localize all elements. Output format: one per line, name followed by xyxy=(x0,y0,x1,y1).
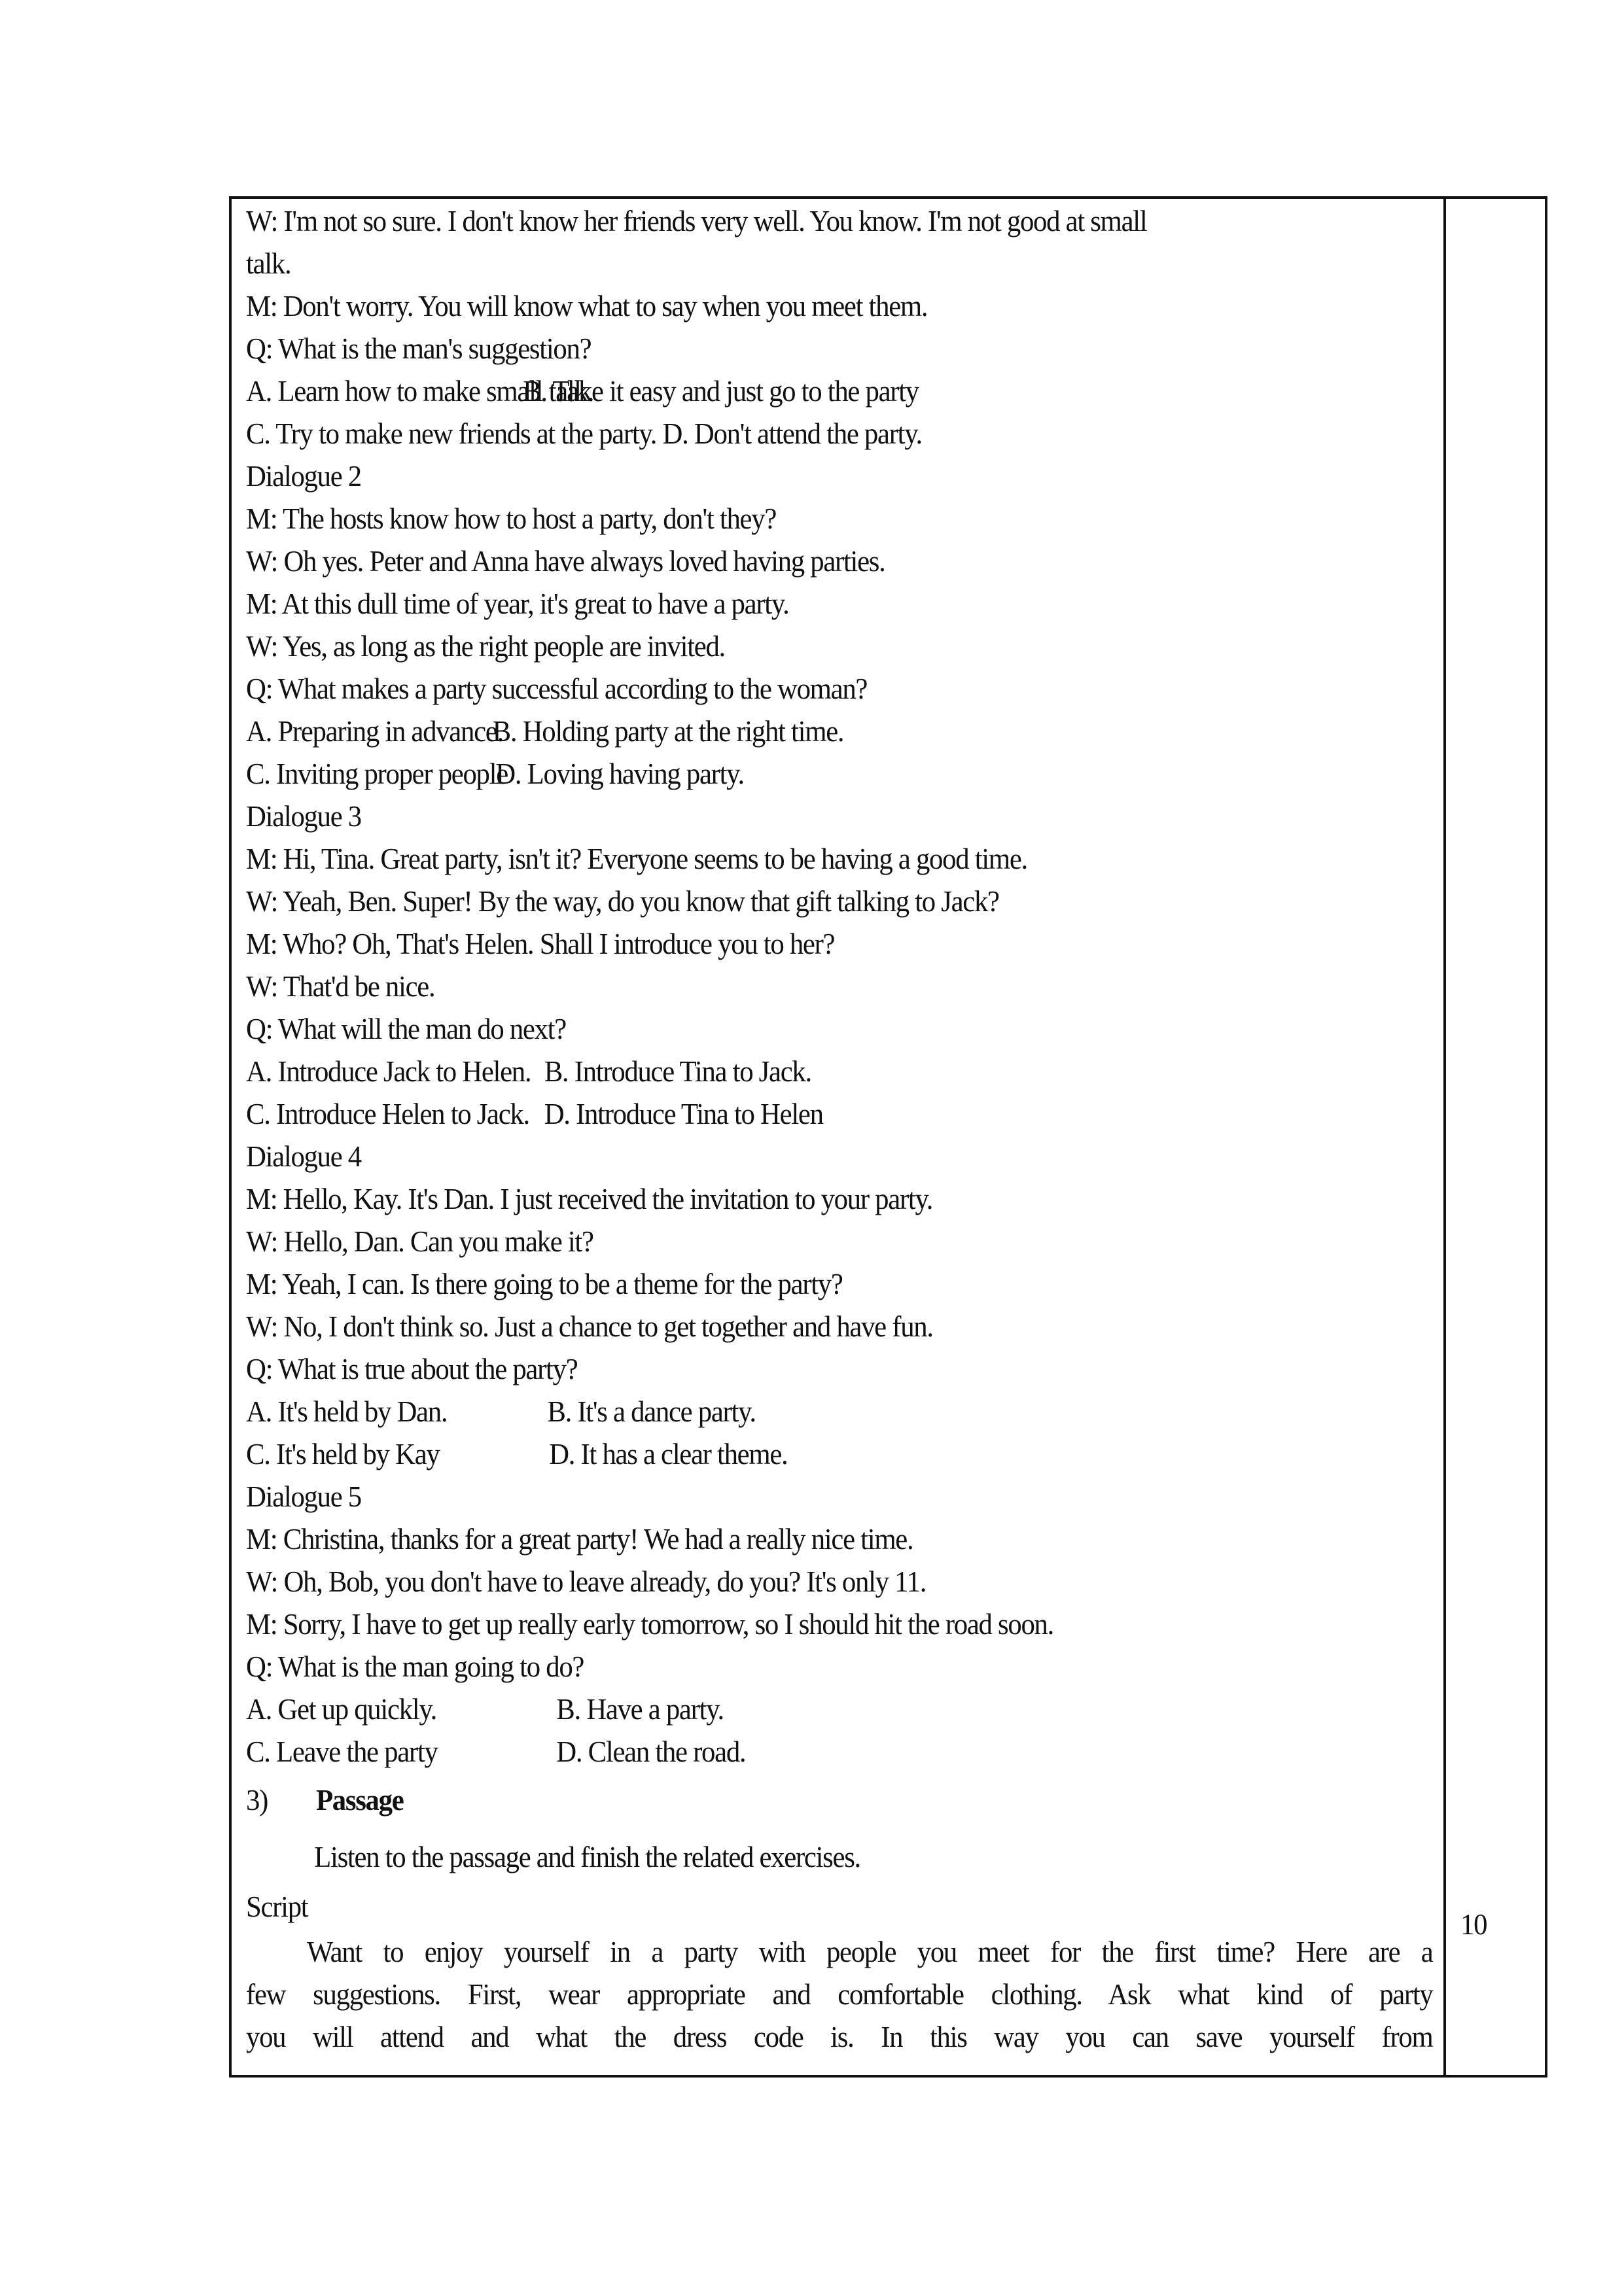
dialogue-line: M: Hi, Tina. Great party, isn't it? Everyone seems to be having a good time. xyxy=(246,842,1027,875)
dialogue-line: W: Hello, Dan. Can you make it? xyxy=(246,1225,593,1258)
dialogue-line: M: Sorry, I have to get up really early tomorrow, so I should hit the road soon. xyxy=(246,1607,1054,1641)
score-value: 10 xyxy=(1460,1907,1487,1941)
options-row xyxy=(246,1092,1433,1135)
option-b: B. It's a dance party. xyxy=(547,1395,756,1428)
dialogue-heading: Dialogue 2 xyxy=(246,459,361,493)
script-label: Script xyxy=(246,1890,308,1923)
dialogue-line: W: Yes, as long as the right people are invited. xyxy=(246,629,725,663)
options-row xyxy=(246,1050,1433,1092)
option-d: D. Clean the road. xyxy=(556,1735,746,1768)
options-row xyxy=(246,370,1433,412)
table-column-divider xyxy=(1443,196,1446,2078)
question-line: Q: What is the man's suggestion? xyxy=(246,332,591,365)
options-row xyxy=(246,710,1433,752)
option-b: B. Holding party at the right time. xyxy=(492,714,844,748)
dialogue-3 xyxy=(246,795,1433,1135)
dialogue-line: W: Oh yes. Peter and Anna have always loved having parties. xyxy=(246,544,885,578)
dialogue-4 xyxy=(246,1135,1433,1475)
option-d: D. Introduce Tina to Helen xyxy=(544,1097,823,1130)
section-number: 3) xyxy=(246,1783,268,1817)
option-c: C. Introduce Helen to Jack. xyxy=(246,1097,529,1130)
option-a: A. Introduce Jack to Helen. xyxy=(246,1054,531,1088)
lesson-content-cell xyxy=(246,200,1433,2058)
dialogue-line: M: Don't worry. You will know what to say when you meet them. xyxy=(246,289,928,322)
script-line: Want to enjoy yourself in a party with people you meet for the first time? Here are a xyxy=(307,1935,1433,1968)
script-line: few suggestions. First, wear appropriate and comfortable clothing. Ask what kind of party xyxy=(246,1977,1433,2011)
dialogue-5 xyxy=(246,1475,1433,1773)
dialogue-line: M: The hosts know how to host a party, don't they? xyxy=(246,502,777,535)
dialogue-line: W: I'm not so sure. I don't know her friends very well. You know. I'm not good at small xyxy=(246,204,1147,237)
script-line: you will attend and what the dress code is. In this way you can save yourself from xyxy=(246,2020,1433,2053)
dialogue-2 xyxy=(246,455,1433,795)
dialogue-line: M: Who? Oh, That's Helen. Shall I introduce you to her? xyxy=(246,927,835,960)
option-a: A. Preparing in advance. xyxy=(246,714,503,748)
question-line: Q: What is true about the party? xyxy=(246,1352,578,1385)
options-row xyxy=(246,1390,1433,1433)
option-d: D. It has a clear theme. xyxy=(549,1437,788,1470)
option-a: A. Learn how to make small talk. xyxy=(246,374,593,408)
option-a: A. Get up quickly. xyxy=(246,1692,437,1726)
option-b: B. Introduce Tina to Jack. xyxy=(544,1054,811,1088)
dialogue-line: M: Yeah, I can. Is there going to be a theme for the party? xyxy=(246,1267,843,1300)
script-paragraph xyxy=(246,1930,1433,2058)
dialogue-heading: Dialogue 5 xyxy=(246,1480,361,1513)
options-row-cd: C. Try to make new friends at the party. D. Don't attend the party. xyxy=(246,417,922,450)
dialogue-1 xyxy=(246,200,1433,455)
dialogue-line: W: Yeah, Ben. Super! By the way, do you know that gift talking to Jack? xyxy=(246,884,999,918)
options-row xyxy=(246,1433,1433,1475)
passage-section xyxy=(246,1775,1433,2058)
dialogue-line: talk. xyxy=(246,247,291,280)
options-row xyxy=(246,1730,1433,1773)
option-b: B. Have a party. xyxy=(556,1692,724,1726)
option-c: C. It's held by Kay xyxy=(246,1437,440,1470)
passage-instruction: Listen to the passage and finish the related exercises. xyxy=(314,1840,860,1873)
dialogue-line: M: At this dull time of year, it's great to have a party. xyxy=(246,587,789,620)
question-line: Q: What makes a party successful according to the woman? xyxy=(246,672,868,705)
option-b: B. Take it easy and just go to the party xyxy=(523,374,919,408)
option-c: C. Leave the party xyxy=(246,1735,438,1768)
option-a: A. It's held by Dan. xyxy=(246,1395,448,1428)
question-line: Q: What will the man do next? xyxy=(246,1012,566,1045)
options-row xyxy=(246,752,1433,795)
dialogue-line: W: Oh, Bob, you don't have to leave already, do you? It's only 11. xyxy=(246,1565,927,1598)
section-title: Passage xyxy=(315,1783,404,1817)
dialogue-line: W: That'd be nice. xyxy=(246,969,435,1003)
section-heading xyxy=(246,1775,1433,1824)
dialogue-heading: Dialogue 3 xyxy=(246,799,361,833)
question-line: Q: What is the man going to do? xyxy=(246,1650,584,1683)
dialogue-heading: Dialogue 4 xyxy=(246,1139,361,1173)
dialogue-line: M: Hello, Kay. It's Dan. I just received the invitation to your party. xyxy=(246,1182,933,1215)
dialogue-line: M: Christina, thanks for a great party! We had a really nice time. xyxy=(246,1522,913,1556)
options-row xyxy=(246,1688,1433,1730)
option-c: C. Inviting proper people xyxy=(246,757,508,790)
dialogue-line: W: No, I don't think so. Just a chance to get together and have fun. xyxy=(246,1310,933,1343)
option-d: D. Loving having party. xyxy=(495,757,744,790)
